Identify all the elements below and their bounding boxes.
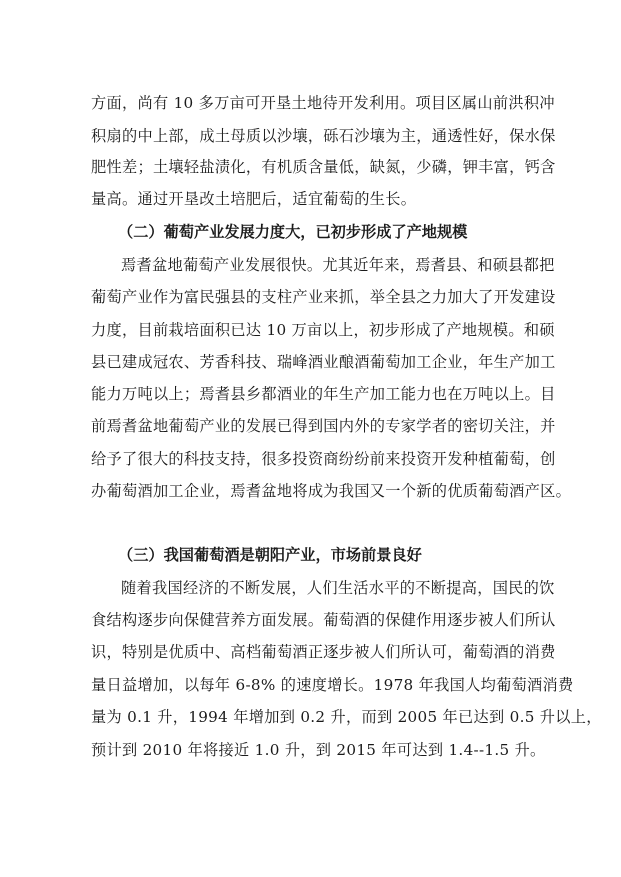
section-heading-2: （二）葡萄产业发展力度大，已初步形成了产地规模 [118, 223, 468, 241]
paragraph-line: 前焉耆盆地葡萄产业的发展已得到国内外的专家学者的密切关注，并 [91, 417, 556, 435]
paragraph-line: 食结构逐步向保健营养方面发展。葡萄酒的保健作用逐步被人们所认 [91, 611, 556, 629]
paragraph-line: 焉耆盆地葡萄产业发展很快。尤其近年来，焉耆县、和硕县都把 [121, 256, 555, 274]
paragraph-line: 给予了很大的科技支持，很多投资商纷纷前来投资开发种植葡萄，创 [91, 450, 556, 468]
paragraph-line: 葡萄产业作为富民强县的支柱产业来抓，举全县之力加大了开发建设 [91, 288, 556, 306]
paragraph-line: 力度，目前栽培面积已达 10 万亩以上，初步形成了产地规模。和硕 [91, 321, 555, 339]
paragraph-line: 量为 0.1 升，1994 年增加到 0.2 升，而到 2005 年已达到 0.5 升以上， [91, 708, 602, 726]
paragraph-line: 办葡萄酒加工企业，焉耆盆地将成为我国又一个新的优质葡萄酒产区。 [91, 482, 572, 500]
paragraph-line: 积扇的中上部，成土母质以沙壤，砾石沙壤为主，通透性好，保水保 [91, 127, 556, 145]
paragraph-line: 方面，尚有 10 多万亩可开垦土地待开发利用。项目区属山前洪积冲 [91, 94, 555, 112]
paragraph-line: 能力万吨以上；焉耆县乡都酒业的年生产加工能力也在万吨以上。目 [91, 385, 556, 403]
paragraph-line: 量高。通过开垦改土培肥后，适宜葡萄的生长。 [91, 190, 417, 208]
section-heading-3: （三）我国葡萄酒是朝阳产业，市场前景良好 [118, 546, 422, 564]
paragraph-line: 肥性差；土壤轻盐渍化，有机质含量低，缺氮，少磷，钾丰富，钙含 [91, 158, 556, 176]
paragraph-line: 县已建成冠农、芳香科技、瑞峰酒业酿酒葡萄加工企业，年生产加工 [91, 353, 556, 371]
paragraph-line: 预计到 2010 年将接近 1.0 升，到 2015 年可达到 1.4--1.5 升。 [91, 741, 546, 759]
paragraph-line: 随着我国经济的不断发展，人们生活水平的不断提高，国民的饮 [121, 579, 555, 597]
paragraph-line: 量日益增加，以每年 6-8% 的速度增长。1978 年我国人均葡萄酒消费 [91, 676, 574, 694]
paragraph-line: 识，特别是优质中、高档葡萄酒正逐步被人们所认可，葡萄酒的消费 [91, 643, 556, 661]
